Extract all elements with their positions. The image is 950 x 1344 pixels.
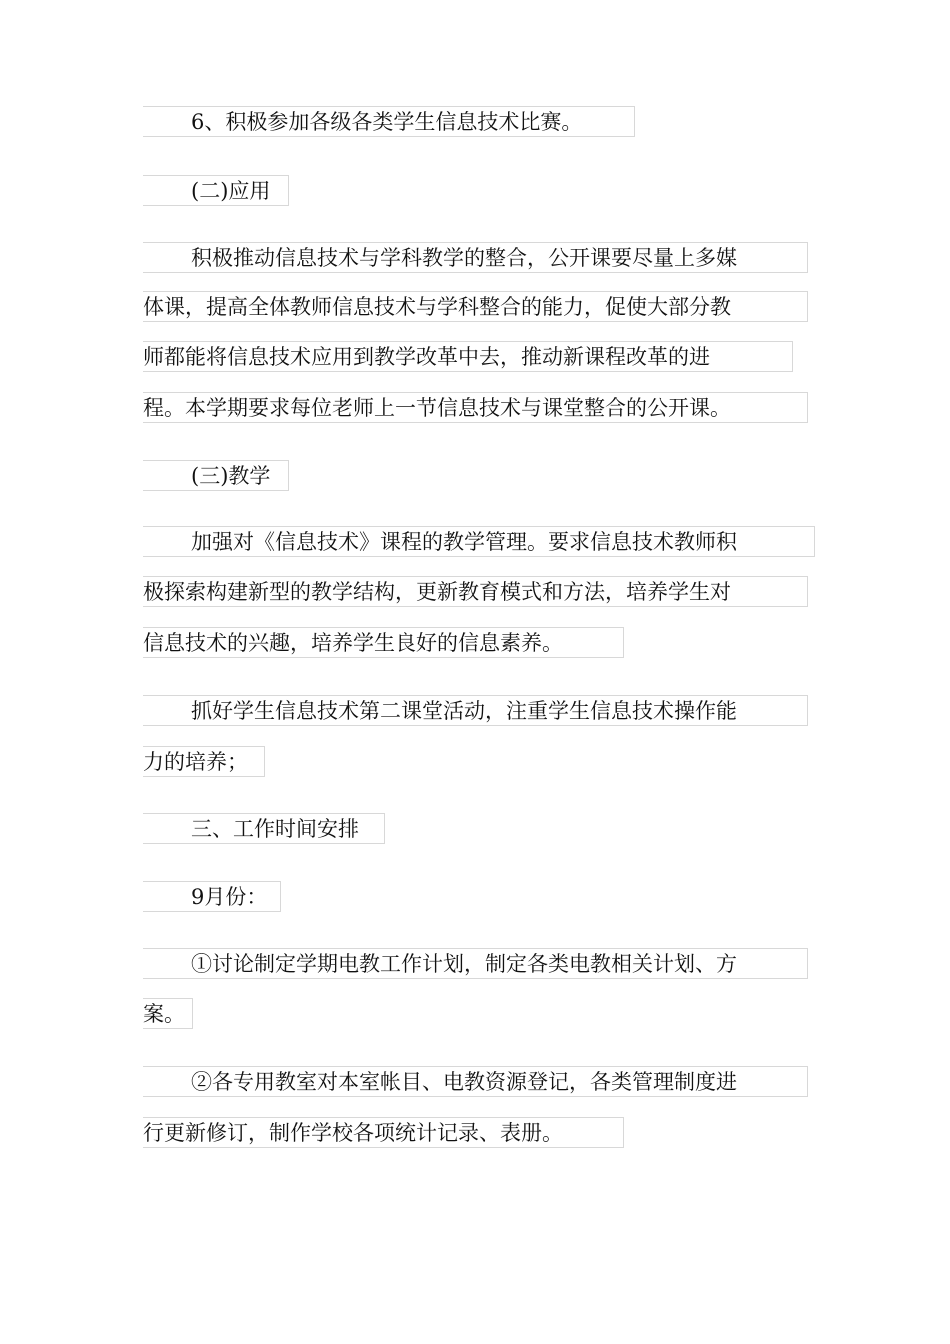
section-heading-schedule: 三、工作时间安排 xyxy=(143,813,385,844)
paragraph-line: 信息技术的兴趣，培养学生良好的信息素养。 xyxy=(143,627,624,658)
section-heading-application: (二)应用 xyxy=(143,175,289,206)
paragraph-line: 行更新修订，制作学校各项统计记录、表册。 xyxy=(143,1117,624,1148)
paragraph-line: 师都能将信息技术应用到教学改革中去，推动新课程改革的进 xyxy=(143,341,793,372)
paragraph-line: 力的培养； xyxy=(143,746,265,777)
list-item-competition: 6、积极参加各级各类学生信息技术比赛。 xyxy=(143,106,635,137)
paragraph-line: 极探索构建新型的教学结构，更新教育模式和方法，培养学生对 xyxy=(143,576,808,607)
paragraph-line: ①讨论制定学期电教工作计划，制定各类电教相关计划、方 xyxy=(143,948,808,979)
paragraph-line: 加强对《信息技术》课程的教学管理。要求信息技术教师积 xyxy=(143,526,815,557)
paragraph-line: 案。 xyxy=(143,998,193,1029)
paragraph-line: 抓好学生信息技术第二课堂活动，注重学生信息技术操作能 xyxy=(143,695,808,726)
paragraph-line: 体课，提高全体教师信息技术与学科整合的能力，促使大部分教 xyxy=(143,291,808,322)
month-heading: 9月份： xyxy=(143,881,281,912)
paragraph-line: 程。本学期要求每位老师上一节信息技术与课堂整合的公开课。 xyxy=(143,392,808,423)
paragraph-line: ②各专用教室对本室帐目、电教资源登记，各类管理制度进 xyxy=(143,1066,808,1097)
paragraph-line: 积极推动信息技术与学科教学的整合，公开课要尽量上多媒 xyxy=(143,242,808,273)
section-heading-teaching: (三)教学 xyxy=(143,460,289,491)
